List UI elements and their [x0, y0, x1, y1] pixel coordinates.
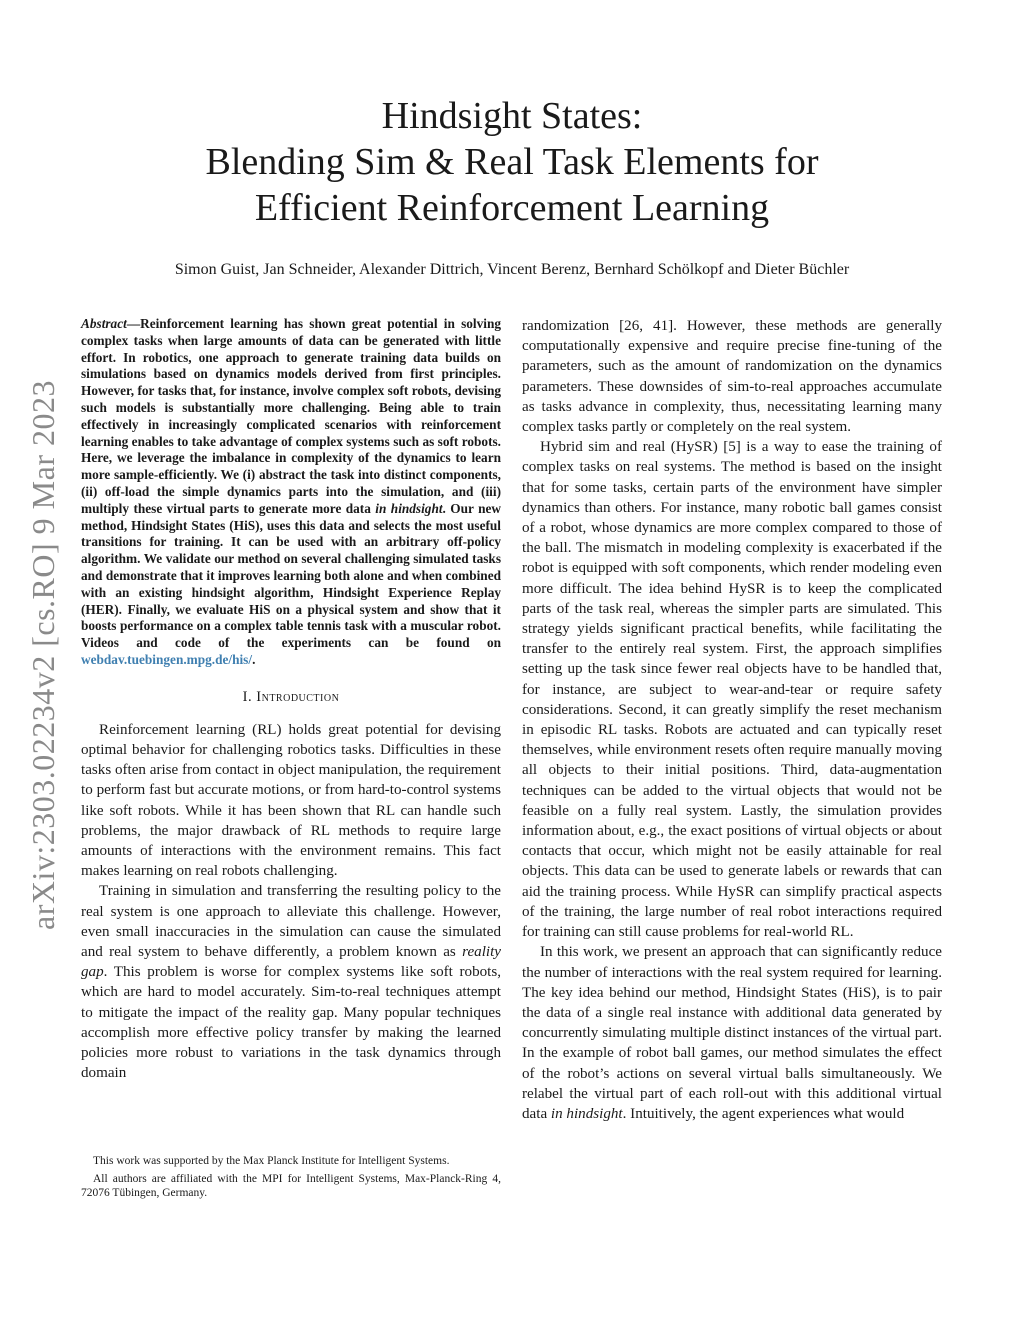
section-title: Introduction [256, 688, 340, 705]
intro-p2-text-a: Training in simulation and transferring the resulting policy to the real system is one approach to alleviate this challenge. However, even small inaccuracies in the simulation can cause the simulated and real system to behave differently, a problem known as [81, 883, 501, 960]
right-paragraph-hysr: Hybrid sim and real (HySR) [5] is a way to ease the training of complex tasks on real systems. The method is based on the insight that for some tasks, certain parts of the environment have simpler dynamics than others. For instance, many robotic ball games consist of a robot, whose dynamics are more complex compared to those of the ball. The mismatch in modeling complexity is exacerbated if the robot is equipped with soft components, which render modeling even more difficult. The idea behind HySR is to keep the complicated parts of the task real, whereas the simpler parts are simulated. This strategy yields significant practical benefits, while facilitating the transfer to the entirely real system. First, the approach simplifies setting up the task since fewer real objects have to be handled that, for instance, are subject to wear-and-tear or require safety considerations. Second, it can greatly simplify the reset mechanism in episodic RL tasks. Robots are actuated and can typically reset themselves, while environment resets often require manually moving all objects to their initial positions. Third, data-augmentation techniques can be added to the virtual objects that would not be feasible on a fully real system. Lastly, the simulation provides information about, e.g., the exact positions of virtual objects or about contacts that occur, which might not be easily attainable for real objects. This data can be used to generate labels or rewards that can aid the training process. While HySR can simplify practical aspects of the training, the large number of real robot interactions required for training can still cause problems for real-world RL. [522, 439, 942, 941]
title-line-2: Blending Sim & Real Task Elements for [205, 141, 819, 183]
abstract-label: Abstract [81, 316, 127, 331]
footnote-affiliation: All authors are affiliated with the MPI for Intelligent Systems, Max-Planck-Ring 4, 72076 Tübingen, Germany. [81, 1173, 501, 1199]
intro-paragraph-1: Reinforcement learning (RL) holds great potential for devising optimal behavior for challenging robotics tasks. Difficulties in these tasks often arise from contact in object manipulation, the requirement to perform fast but accurate motions, or from hard-to-control systems like soft robots. While it has been shown that RL can handle such problems, the major drawback of RL methods to require large amounts of interactions with the environment remains. This fact makes learning on real robots challenging. [81, 721, 501, 880]
arxiv-identifier: arXiv:2303.02234v2 [cs.RO] 9 Mar 2023 [25, 380, 61, 930]
abstract [81, 316, 501, 669]
right-column [522, 316, 942, 1124]
his-emphasis: in hindsight [550, 1105, 623, 1122]
right-paragraph-his [522, 942, 942, 1124]
abstract-text-3: . [252, 651, 256, 667]
his-text-b: . Intuitively, the agent experiences what would [622, 1105, 905, 1122]
right-paragraph-0: randomization [26, 41]. However, these methods are generally computationally expensive and require precise fine-tuning of the parameters, such as the amount of randomization on the dynamics parameters. These downsides of sim-to-real approaches accumulate as tasks advance in complexity, thus, necessitating learning many complex tasks partly or completely on the real system. [522, 318, 942, 436]
paper-title [0, 93, 1024, 231]
intro-paragraph-2 [81, 881, 501, 1083]
abstract-text-2: . Our new method, Hindsight States (HiS), uses this data and selects the most useful transitions for training. It can be used with an arbitrary off-policy algorithm. We validate our method on several challenging simulated tasks and demonstrate that it improves learning both alone and when combined with an existing hindsight algorithm, Hindsight Experience Replay (HER). Finally, we evaluate HiS on a physical system and show that it boosts performance on a complex table tennis task with a muscular robot. Videos and code of the experiments can be found on [81, 500, 501, 651]
abstract-text-1: Reinforcement learning has shown great potential in solving complex tasks when large amounts of data can be generated with little effort. In robotics, one approach to generate training data builds on simulations based on dynamics models derived from first principles. However, for tasks that, for instance, involve complex soft robots, devising such models is substantially more challenging. Being able to train effectively in increasingly complicated scenarios with reinforcement learning enables to take advantage of complex systems such as soft robots. Here, we leverage the imbalance in complexity of the dynamics to learn more sample-efficiently. We (i) abstract the task into distinct components, (ii) off-load the simple dynamics parts into the simulation, and (iii) multiply these virtual parts to generate more data [81, 316, 501, 516]
project-link[interactable]: webdav.tuebingen.mpg.de/his/ [81, 651, 253, 667]
footnotes [81, 1154, 501, 1204]
abstract-emphasis: in hindsight [375, 500, 443, 516]
title-line-3: Efficient Reinforcement Learning [254, 187, 770, 229]
intro-p2-emphasis: reality gap [81, 943, 501, 981]
title-line-1: Hindsight States: [381, 95, 643, 137]
author-list: Simon Guist, Jan Schneider, Alexander Dittrich, Vincent Berenz, Bernhard Schölkopf and Dieter Büchler [174, 261, 850, 278]
intro-p2-text-b: . This problem is worse for complex systems like soft robots, which are hard to model accurately. Sim-to-real techniques attempt to mitigate the impact of the reality gap. Many popular techniques accomplish more effective policy transfer by making the learned policies more robust to variations in the task dynamics through domain [81, 964, 501, 1082]
section-heading-introduction [81, 689, 501, 706]
footnote-funding: This work was supported by the Max Planck Institute for Intelligent Systems. [93, 1155, 450, 1167]
abstract-dash: — [126, 316, 141, 331]
his-text-a: In this work, we present an approach that can significantly reduce the number of interactions with the real system required for learning. The key idea behind our method, Hindsight States (HiS), is to pair the data of a single real instance with additional data generated by concurrently simulating multiple distinct instances of the virtual part. In the example of robot ball games, our method simulates the effect of the robot’s actions on several virtual balls simultaneously. We relabel the virtual part of each roll-out with this additional virtual data [522, 944, 942, 1122]
left-column [81, 316, 501, 1083]
section-number: I. [242, 688, 253, 705]
